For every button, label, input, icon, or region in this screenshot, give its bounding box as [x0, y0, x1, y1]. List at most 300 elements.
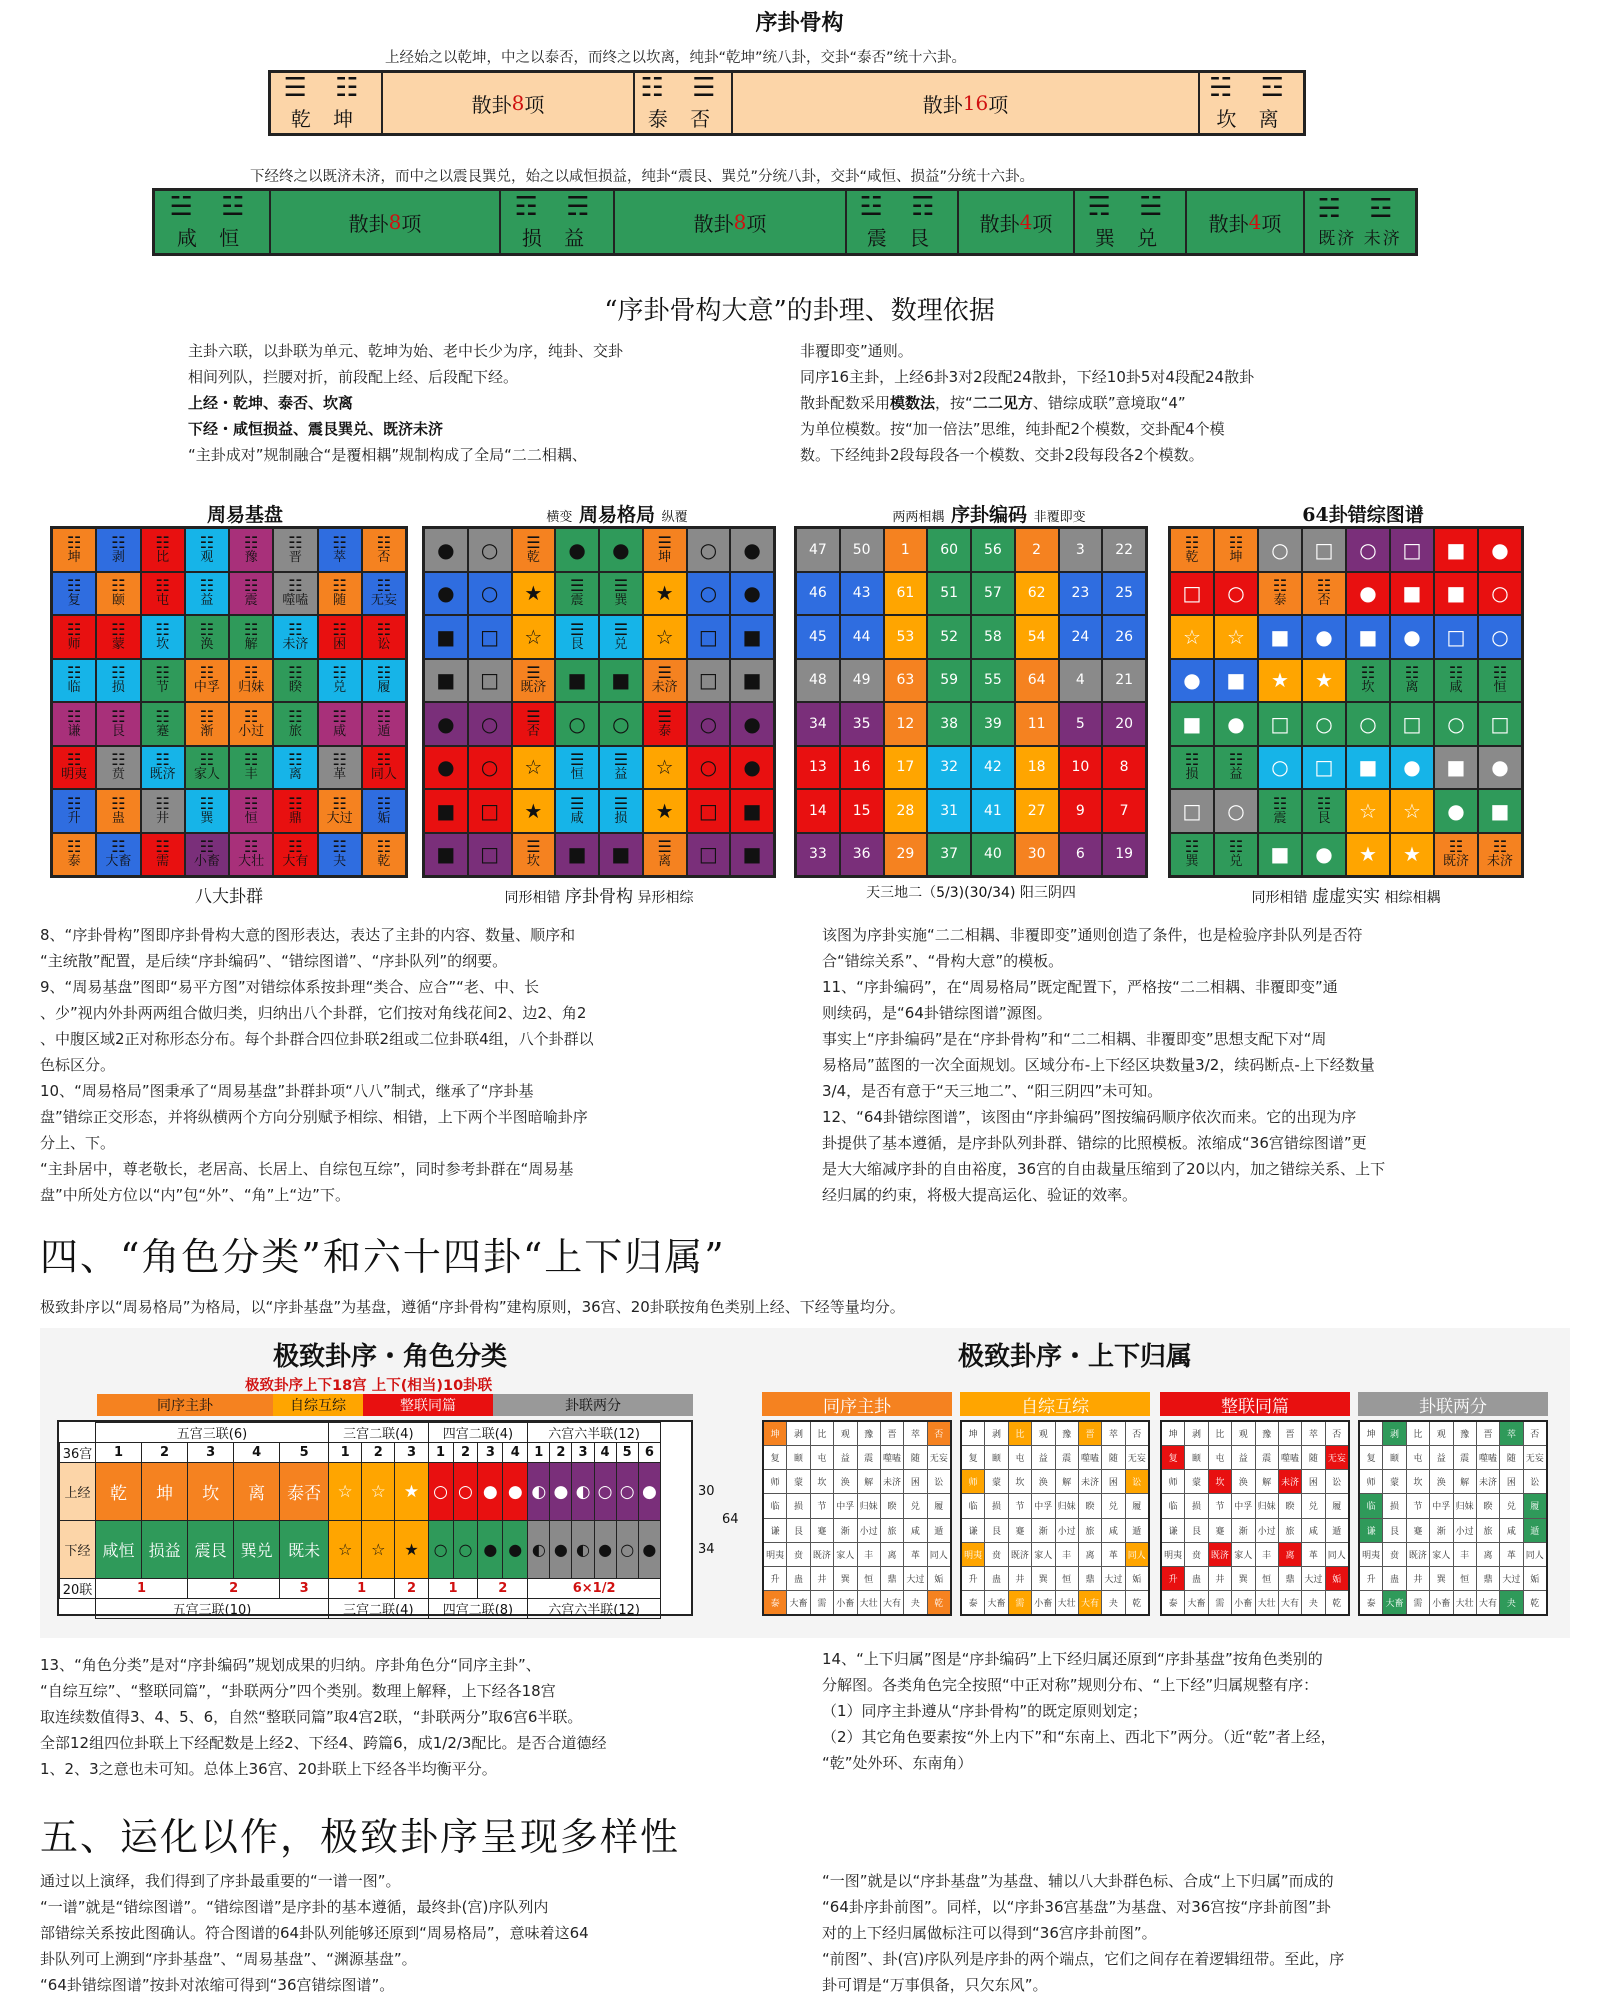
- mini-board-tongxu: [762, 1420, 952, 1616]
- mini-cell: 咸: [1500, 1519, 1522, 1542]
- note-line: 色标区分。: [40, 1056, 116, 1074]
- mini-cell: 咸: [1102, 1519, 1124, 1542]
- mini-cell: 革: [1500, 1543, 1522, 1566]
- mini-cell: 否: [1126, 1422, 1148, 1445]
- mini-cell: 履: [1326, 1494, 1348, 1517]
- mini-cell: 艮: [1383, 1519, 1405, 1542]
- notes3-right: [822, 1868, 1582, 1996]
- mini-cell: 巽: [1032, 1567, 1054, 1590]
- mini-cell: 震: [858, 1446, 880, 1469]
- heading-4-intro: 极致卦序以“周易格局”为格局，以“序卦基盘”为基盘，遵循“序卦骨构”建构原则，36宫、20卦联按角色类别上经、下经等量均分。: [40, 1298, 905, 1316]
- geju-cell: ●: [600, 529, 642, 571]
- mini-cell: 兑: [1500, 1494, 1522, 1517]
- note-line: 事实上“序卦编码”是在“序卦骨构”和“二二相耦、非覆即变”思想支配下对“周: [822, 1030, 1327, 1048]
- mini-cell: 否: [1326, 1422, 1348, 1445]
- mini-cell: 明夷: [764, 1543, 786, 1566]
- legend-zhenglian: 整联同篇: [363, 1394, 493, 1416]
- mini-cell: 大有: [881, 1591, 903, 1614]
- mini-cell: 井: [811, 1567, 833, 1590]
- mini-cell: 姤: [1326, 1567, 1348, 1590]
- note-line: “主卦居中，尊老敬长，老居高、长居上、自综包互综”，同时参考卦群在“周易基: [40, 1160, 574, 1178]
- mini-cell: 巽: [1430, 1567, 1452, 1590]
- mini-cell: 大畜: [1383, 1591, 1405, 1614]
- notes2-right: [822, 1646, 1582, 1776]
- code-cell: 26: [1103, 616, 1145, 658]
- note-line: 全部12组四位卦联上下经配数是上经2、下经4、跨篇6，成1/2/3配比。是否合道德经: [40, 1734, 607, 1752]
- code-cell: 64: [1016, 660, 1058, 702]
- gua-cell: ☷ 未济: [274, 616, 316, 658]
- geju-cell: ●: [425, 529, 467, 571]
- code-cell: 8: [1103, 747, 1145, 789]
- mini-cell: 萃: [1302, 1422, 1324, 1445]
- scatter-8a: 散卦 8 项: [271, 191, 501, 253]
- gua-cell: ☷ 恒: [230, 790, 272, 832]
- side-30: 30: [698, 1484, 715, 1499]
- mini-cell: 无妄: [1326, 1446, 1348, 1469]
- code-cell: 52: [928, 616, 970, 658]
- code-cell: 27: [1016, 790, 1058, 832]
- cuozong-cell: ■: [1435, 573, 1477, 615]
- gua-cell: ☷ 坤: [53, 529, 95, 571]
- gua-cell: ☷ 萃: [319, 529, 361, 571]
- geju-cell: ★: [644, 790, 686, 832]
- scatter-4b: 散卦 4 项: [1187, 191, 1305, 253]
- mini-cell: 井: [1009, 1567, 1031, 1590]
- code-cell: 34: [797, 703, 839, 745]
- code-cell: 22: [1103, 529, 1145, 571]
- cuozong-cell: ■: [1347, 747, 1389, 789]
- geju-cell: ■: [600, 660, 642, 702]
- pair-sun-yi: ☶ ☴ 损 益: [501, 191, 615, 253]
- gua-cell: ☷ 井: [142, 790, 184, 832]
- geju-cell: ■: [425, 616, 467, 658]
- mini-cell: 恒: [1454, 1567, 1476, 1590]
- gua-cell: ☷ 节: [142, 660, 184, 702]
- upper-caption: 上经始之以乾坤，中之以泰否，而终之以坎离，纯卦“乾坤”统八卦，交卦“泰否”统十六卦。: [385, 50, 967, 66]
- mini-head-2: 自综互综: [960, 1392, 1150, 1416]
- mini-cell: 颐: [787, 1446, 809, 1469]
- mini-cell: 蹇: [1209, 1519, 1231, 1542]
- mini-cell: 豫: [1056, 1422, 1078, 1445]
- code-cell: 59: [928, 660, 970, 702]
- geju-cell: ●: [425, 573, 467, 615]
- row-36: 36宫: [60, 1443, 96, 1463]
- code-cell: 57: [972, 573, 1014, 615]
- mini-cell: 既济: [1009, 1543, 1031, 1566]
- gua-cell: ☷ 观: [186, 529, 228, 571]
- code-cell: 48: [797, 660, 839, 702]
- pair-xian-heng: ☱ ☳ 咸 恒: [155, 191, 271, 253]
- mini-cell: 晋: [881, 1422, 903, 1445]
- geju-cell: ○: [556, 703, 598, 745]
- mini-cell: 未济: [1079, 1470, 1101, 1493]
- mini-cell: 震: [1454, 1446, 1476, 1469]
- cuozong-cell: ☷ 离: [1391, 660, 1433, 702]
- code-cell: 56: [972, 529, 1014, 571]
- note-line: 通过以上演绎，我们得到了序卦最重要的“一谱一图”。: [40, 1872, 401, 1890]
- mini-cell: 归妹: [1256, 1494, 1278, 1517]
- geju-cell: ☰ 咸: [556, 790, 598, 832]
- geju-cell: ■: [425, 660, 467, 702]
- mini-cell: 大有: [1477, 1591, 1499, 1614]
- mini-cell: 剥: [985, 1422, 1007, 1445]
- lower-caption: 下经终之以既济未济，而中之以震艮巽兑，始之以咸恒损益，纯卦“震艮、巽兑”分统八卦，交卦“咸恒、损益”分统十六卦。: [250, 169, 1035, 185]
- mini-cell: 需: [1209, 1591, 1231, 1614]
- pair-tai-pi: ☷ ☰ 泰 否: [635, 73, 733, 133]
- geju-cell: ○: [688, 703, 730, 745]
- mini-cell: 兑: [1102, 1494, 1124, 1517]
- gua-cell: ☷ 离: [274, 747, 316, 789]
- mini-cell: 履: [928, 1494, 950, 1517]
- gua-cell: ☷ 大壮: [230, 834, 272, 876]
- cuozong-cell: ☷ 否: [1303, 573, 1345, 615]
- cuozong-cell: ☆: [1347, 790, 1389, 832]
- note-line: 该图为序卦实施“二二相耦、非覆即变”通则创造了条件，也是检验序卦队列是否符: [822, 926, 1363, 944]
- mini-cell: 渐: [1232, 1519, 1254, 1542]
- lower-strip: [152, 188, 1418, 256]
- mini-cell: 家人: [1232, 1543, 1254, 1566]
- mini-cell: 需: [1009, 1591, 1031, 1614]
- code-cell: 30: [1016, 834, 1058, 876]
- mini-cell: 中孚: [834, 1494, 856, 1517]
- code-cell: 12: [885, 703, 927, 745]
- cuozong-cell: ■: [1259, 616, 1301, 658]
- code-cell: 60: [928, 529, 970, 571]
- mini-cell: 临: [764, 1494, 786, 1517]
- note-line: 盘”错综正交形态，并将纵横两个方向分别赋予相综、相错，上下两个半图暗喻卦序: [40, 1108, 588, 1126]
- mini-cell: 复: [962, 1446, 984, 1469]
- mini-cell: 大畜: [985, 1591, 1007, 1614]
- code-cell: 61: [885, 573, 927, 615]
- note-line: 取连续数值得3、4、5、6，自然“整联同篇”取4宫2联，“卦联两分”取6宫6半联。: [40, 1708, 583, 1726]
- mini-cell: 困: [1102, 1470, 1124, 1493]
- code-cell: 38: [928, 703, 970, 745]
- mini-cell: 否: [1524, 1422, 1546, 1445]
- mini-cell: 损: [1185, 1494, 1207, 1517]
- mini-cell: 豫: [1256, 1422, 1278, 1445]
- geju-cell: ●: [425, 703, 467, 745]
- geju-cell: ○: [469, 747, 511, 789]
- code-cell: 4: [1060, 660, 1102, 702]
- mini-cell: 讼: [1126, 1470, 1148, 1493]
- mini-cell: 剥: [787, 1422, 809, 1445]
- note-line: 卦队列可上溯到“序卦基盘”、“周易基盘”、“渊源基盘”。: [40, 1950, 417, 1968]
- mini-cell: 蛊: [985, 1567, 1007, 1590]
- mini-cell: 随: [904, 1446, 926, 1469]
- gua-cell: ☷ 中孚: [186, 660, 228, 702]
- code-cell: 41: [972, 790, 1014, 832]
- note-line: 易格局”蓝图的一次全面规划。区域分布-上下经区块数量3/2，续码断点-上下经数量: [822, 1056, 1375, 1074]
- gua-cell: ☷ 兑: [319, 660, 361, 702]
- mini-cell: 否: [928, 1422, 950, 1445]
- geju-cell: ●: [731, 573, 773, 615]
- mini-cell: 丰: [1454, 1543, 1476, 1566]
- gua-cell: ☷ 坎: [142, 616, 184, 658]
- code-cell: 43: [841, 573, 883, 615]
- gua-cell: ☷ 剥: [97, 529, 139, 571]
- mini-cell: 小过: [1454, 1519, 1476, 1542]
- cuozong-cell: ○: [1347, 529, 1389, 571]
- note-line: “64卦错综图谱”按卦对浓缩可得到“36宫错综图谱”。: [40, 1976, 395, 1994]
- gua-cell: ☷ 旅: [274, 703, 316, 745]
- code-cell: 23: [1060, 573, 1102, 615]
- mini-cell: 遁: [1326, 1519, 1348, 1542]
- note-line: 卦提供了基本遵循，是序卦队列卦群、错综的比照模板。浓缩成“36宫错综图谱”更: [822, 1134, 1367, 1152]
- code-cell: 16: [841, 747, 883, 789]
- geju-cell: ○: [600, 703, 642, 745]
- mini-cell: 震: [1056, 1446, 1078, 1469]
- cuozong-cell: ☷ 泰: [1259, 573, 1301, 615]
- mini-cell: 家人: [1032, 1543, 1054, 1566]
- mini-cell: 谦: [1162, 1519, 1184, 1542]
- mini-cell: 未济: [881, 1470, 903, 1493]
- mini-cell: 无妄: [1126, 1446, 1148, 1469]
- row-down: 下经: [60, 1521, 96, 1579]
- mini-cell: 既济: [811, 1543, 833, 1566]
- mini-cell: 坤: [1162, 1422, 1184, 1445]
- gua-cell: ☷ 姤: [363, 790, 405, 832]
- mini-cell: 贲: [985, 1543, 1007, 1566]
- geju-cell: ○: [469, 573, 511, 615]
- note-line: 分解图。各类角色完全按照“中正对称”规则分布、“上下经”归属规整有序：: [822, 1676, 1319, 1694]
- belong-title: 极致卦序・上下归属: [957, 1342, 1192, 1372]
- geju-cell: ☰ 泰: [644, 703, 686, 745]
- code-cell: 31: [928, 790, 970, 832]
- cuozong-cell: ■: [1259, 834, 1301, 876]
- grid1-title: 周易基盘: [206, 504, 283, 526]
- mini-cell: 复: [1162, 1446, 1184, 1469]
- mini-cell: 家人: [834, 1543, 856, 1566]
- cuozong-cell: ☷ 益: [1215, 747, 1257, 789]
- mini-cell: 恒: [1056, 1567, 1078, 1590]
- cuozong-cell: ●: [1171, 660, 1213, 702]
- mini-cell: 泰: [764, 1591, 786, 1614]
- mini-cell: 未济: [1279, 1470, 1301, 1493]
- cuozong-cell: ☷ 恒: [1479, 660, 1521, 702]
- mini-cell: 坎: [1209, 1470, 1231, 1493]
- mini-cell: 益: [834, 1446, 856, 1469]
- mini-cell: 随: [1302, 1446, 1324, 1469]
- cuozong-cell: ☷ 损: [1171, 747, 1213, 789]
- mini-cell: 益: [1430, 1446, 1452, 1469]
- mini-cell: 姤: [1126, 1567, 1148, 1590]
- code-cell: 7: [1103, 790, 1145, 832]
- mini-cell: 姤: [928, 1567, 950, 1590]
- mini-cell: 复: [1360, 1446, 1382, 1469]
- gua-cell: ☷ 夬: [319, 834, 361, 876]
- cuozong-cell: ☷ 乾: [1171, 529, 1213, 571]
- gua-cell: ☷ 履: [363, 660, 405, 702]
- code-cell: 21: [1103, 660, 1145, 702]
- gua-cell: ☷ 鼎: [274, 790, 316, 832]
- gua-cell: ☷ 归妹: [230, 660, 272, 702]
- mini-cell: 蛊: [1185, 1567, 1207, 1590]
- mini-cell: 离: [1279, 1543, 1301, 1566]
- role-legend: [97, 1394, 693, 1416]
- gua-cell: ☷ 噬嗑: [274, 573, 316, 615]
- geju-cell: ★: [513, 790, 555, 832]
- note-line: “乾”处外环、东南角）: [822, 1754, 973, 1772]
- mini-cell: 谦: [962, 1519, 984, 1542]
- mini-cell: 豫: [1454, 1422, 1476, 1445]
- cuozong-cell: ○: [1215, 573, 1257, 615]
- geju-cell: ☰ 既济: [513, 660, 555, 702]
- mini-cell: 履: [1126, 1494, 1148, 1517]
- note-line: “自综互综”、“整联同篇”，“卦联两分”四个类别。数理上解释，上下经各18宫: [40, 1682, 556, 1700]
- pair-jiji-weiji: ☵ ☲ 既济 未济: [1317, 193, 1403, 249]
- mini-cell: 节: [1009, 1494, 1031, 1517]
- geju-cell: ☰ 离: [644, 834, 686, 876]
- mini-cell: 明夷: [1360, 1543, 1382, 1566]
- gua-cell: ☷ 大过: [319, 790, 361, 832]
- mini-cell: 恒: [1256, 1567, 1278, 1590]
- cuozong-cell: ○: [1303, 703, 1345, 745]
- cuozong-cell: ●: [1303, 834, 1345, 876]
- right-paragraph: 非覆即变”通则。 同序16主卦，上经6卦3对2段配24散卦，下经10卦5对4段配24散卦 散卦配数采用模数法，按“二二见方、错综成联”意境取“4” 为单位模数。按“加一倍法”思维，纯卦配2个模数，交卦配4个模 数。下经纯卦2段每段各一个模数、交卦2段每段各2个模数。: [800, 342, 1255, 464]
- gua-cell: ☷ 贲: [97, 747, 139, 789]
- gua-cell: ☷ 无妄: [363, 573, 405, 615]
- mini-cell: 丰: [1056, 1543, 1078, 1566]
- mini-cell: 困: [1500, 1470, 1522, 1493]
- cuozong-cell: ○: [1479, 573, 1521, 615]
- note-line: 经归属的约束，将极大提高运化、验证的效率。: [822, 1186, 1138, 1204]
- mini-cell: 小过: [1056, 1519, 1078, 1542]
- gua-cell: ☷ 升: [53, 790, 95, 832]
- gua-cell: ☷ 豫: [230, 529, 272, 571]
- pair-xun-dui: ☴ ☱ 巽 兑: [1075, 191, 1187, 253]
- gua-cell: ☷ 蹇: [142, 703, 184, 745]
- mini-cell: 中孚: [1430, 1494, 1452, 1517]
- geju-cell: ☰ 损: [600, 790, 642, 832]
- cuozong-cell: ●: [1347, 573, 1389, 615]
- geju-cell: □: [469, 616, 511, 658]
- code-cell: 28: [885, 790, 927, 832]
- code-cell: 18: [1016, 747, 1058, 789]
- cuozong-cell: ■: [1435, 529, 1477, 571]
- geju-cell: □: [688, 834, 730, 876]
- gua-cell: ☷ 屯: [142, 573, 184, 615]
- pair-kan-li: ☵ ☲ 坎 离: [1209, 72, 1294, 131]
- mini-cell: 颐: [1185, 1446, 1207, 1469]
- code-cell: 40: [972, 834, 1014, 876]
- note-line: “一图”就是以“序卦基盘”为基盘、辅以八大卦群色标、合成“上下归属”而成的: [822, 1872, 1334, 1890]
- grid-xugua-bianma: [794, 526, 1148, 878]
- mini-cell: 涣: [834, 1470, 856, 1493]
- mini-cell: 损: [787, 1494, 809, 1517]
- mini-cell: 离: [1079, 1543, 1101, 1566]
- geju-cell: ☆: [644, 747, 686, 789]
- note-line: 1、2、3之意也未可知。总体上36宫、20卦联上下经各半均衡平分。: [40, 1760, 497, 1778]
- mini-cell: 坎: [1407, 1470, 1429, 1493]
- gua-cell: ☷ 需: [142, 834, 184, 876]
- mini-cell: 蹇: [1009, 1519, 1031, 1542]
- mini-cell: 观: [834, 1422, 856, 1445]
- code-cell: 50: [841, 529, 883, 571]
- gua-cell: ☷ 否: [363, 529, 405, 571]
- mini-cell: 坤: [962, 1422, 984, 1445]
- mini-cell: 同人: [1326, 1543, 1348, 1566]
- code-cell: 24: [1060, 616, 1102, 658]
- cuozong-cell: □: [1303, 529, 1345, 571]
- geju-cell: □: [688, 660, 730, 702]
- cuozong-cell: ●: [1215, 703, 1257, 745]
- left-paragraph: 主卦六联，以卦联为单元、乾坤为始、老中长少为序，纯卦、交卦 相间列队，拦腰对折，前段配上经、后段配下经。 上经・乾坤、泰否、坎离 下经・咸恒损益、震艮巽兑、既济未济 “主卦成对”规制融合“是覆相耦”规制构成了全局“二二相耦、: [188, 342, 624, 464]
- gua-cell: ☷ 大有: [274, 834, 316, 876]
- mini-head-4: 卦联两分: [1358, 1392, 1548, 1416]
- mini-cell: 蒙: [985, 1470, 1007, 1493]
- cuozong-cell: ○: [1479, 616, 1521, 658]
- cuozong-cell: □: [1435, 616, 1477, 658]
- mini-cell: 颐: [1383, 1446, 1405, 1469]
- mini-cell: 益: [1232, 1446, 1254, 1469]
- legend-tongxu: 同序主卦: [97, 1394, 273, 1416]
- mini-cell: 节: [811, 1494, 833, 1517]
- code-cell: 47: [797, 529, 839, 571]
- code-cell: 2: [1016, 529, 1058, 571]
- mini-cell: 泰: [962, 1591, 984, 1614]
- grid2-caption: 同形相错 序卦骨构 异形相综: [504, 887, 694, 907]
- grid1-caption: 八大卦群: [195, 887, 263, 907]
- cuozong-cell: ■: [1391, 573, 1433, 615]
- mini-cell: 比: [1209, 1422, 1231, 1445]
- mini-cell: 蹇: [811, 1519, 833, 1542]
- mini-cell: 晋: [1079, 1422, 1101, 1445]
- mini-cell: 临: [1360, 1494, 1382, 1517]
- geju-cell: ●: [731, 747, 773, 789]
- mini-cell: 鼎: [1079, 1567, 1101, 1590]
- geju-cell: ■: [425, 790, 467, 832]
- code-cell: 15: [841, 790, 883, 832]
- mini-cell: 旅: [1279, 1519, 1301, 1542]
- mini-cell: 革: [1102, 1543, 1124, 1566]
- gua-cell: ☷ 遁: [363, 703, 405, 745]
- cuozong-cell: ■: [1347, 616, 1389, 658]
- code-cell: 54: [1016, 616, 1058, 658]
- mini-cell: 解: [1454, 1470, 1476, 1493]
- cuozong-cell: ■: [1215, 660, 1257, 702]
- grid3-caption: 天三地二（5/3)(30/34) 阳三阴四: [866, 885, 1076, 901]
- mini-cell: 坤: [1360, 1422, 1382, 1445]
- mini-cell: 革: [904, 1543, 926, 1566]
- notes2-left: [40, 1652, 800, 1782]
- gua-cell: ☷ 乾: [363, 834, 405, 876]
- mini-cell: 乾: [1326, 1591, 1348, 1614]
- mini-cell: 师: [962, 1470, 984, 1493]
- cuozong-cell: ☷ 未济: [1479, 834, 1521, 876]
- cuozong-cell: ●: [1303, 616, 1345, 658]
- cuozong-cell: ★: [1303, 660, 1345, 702]
- geju-cell: ☰ 震: [556, 573, 598, 615]
- mini-cell: 睽: [1279, 1494, 1301, 1517]
- gua-cell: ☷ 渐: [186, 703, 228, 745]
- note-line: 合“错综关系”、“骨构大意”的模板。: [822, 952, 1064, 970]
- note-line: “64卦序卦前图”。同样，以“序卦36宫基盘”为基盘、对36宫按“序卦前图”卦: [822, 1898, 1331, 1916]
- mini-cell: 随: [1500, 1446, 1522, 1469]
- code-cell: 53: [885, 616, 927, 658]
- cuozong-cell: ●: [1391, 616, 1433, 658]
- geju-cell: ■: [556, 834, 598, 876]
- gua-cell: ☷ 益: [186, 573, 228, 615]
- scatter-8: 散卦 8 项: [383, 73, 635, 133]
- mini-cell: 谦: [1360, 1519, 1382, 1542]
- mini-cell: 节: [1209, 1494, 1231, 1517]
- geju-cell: ■: [556, 660, 598, 702]
- cuozong-cell: □: [1171, 573, 1213, 615]
- mini-cell: 归妹: [1454, 1494, 1476, 1517]
- code-cell: 3: [1060, 529, 1102, 571]
- code-cell: 58: [972, 616, 1014, 658]
- mini-cell: 剥: [1185, 1422, 1207, 1445]
